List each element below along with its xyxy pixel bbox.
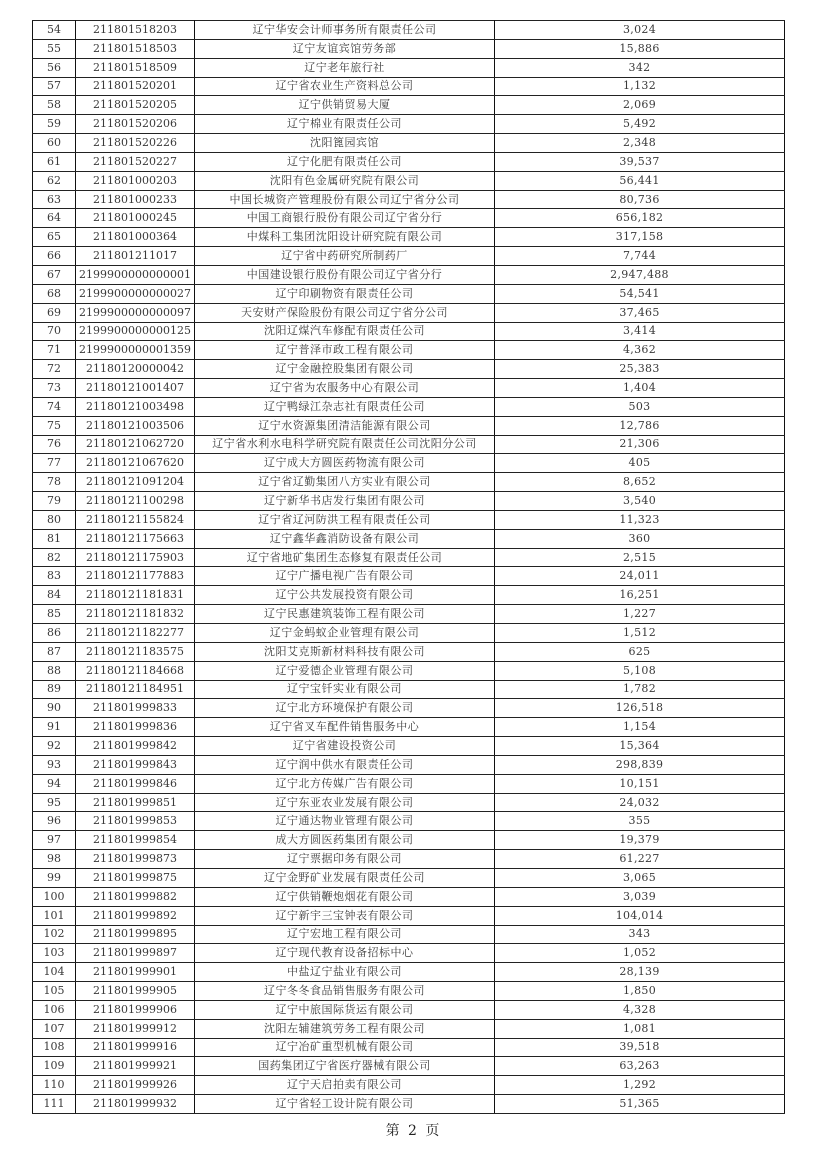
code-cell: 211801999842 (76, 737, 195, 756)
amount-cell: 625 (495, 642, 785, 661)
code-cell: 21180121181832 (76, 605, 195, 624)
company-name-cell: 辽宁省轻工设计院有限公司 (195, 1095, 495, 1114)
amount-cell: 405 (495, 454, 785, 473)
company-name-cell: 中国长城资产管理股份有限公司辽宁省分公司 (195, 190, 495, 209)
table-row (33, 510, 785, 529)
table-row (33, 1000, 785, 1019)
code-cell: 21180120000042 (76, 360, 195, 379)
company-name-cell: 沈阳有色金属研究院有限公司 (195, 171, 495, 190)
table-row (33, 586, 785, 605)
amount-cell: 5,492 (495, 115, 785, 134)
amount-cell: 12,786 (495, 416, 785, 435)
code-cell: 21180121182277 (76, 624, 195, 643)
amount-cell: 8,652 (495, 473, 785, 492)
row-number-cell: 91 (33, 718, 76, 737)
amount-cell: 15,886 (495, 39, 785, 58)
row-number-cell: 54 (33, 21, 76, 40)
amount-cell: 2,515 (495, 548, 785, 567)
table-row (33, 21, 785, 40)
row-number-cell: 97 (33, 831, 76, 850)
row-number-cell: 107 (33, 1019, 76, 1038)
row-number-cell: 106 (33, 1000, 76, 1019)
amount-cell: 1,132 (495, 77, 785, 96)
company-name-cell: 辽宁新宇三宝钟表有限公司 (195, 906, 495, 925)
row-number-cell: 101 (33, 906, 76, 925)
company-name-cell: 沈阳左辅建筑劳务工程有限公司 (195, 1019, 495, 1038)
company-name-cell: 成大方圆医药集团有限公司 (195, 831, 495, 850)
amount-cell: 355 (495, 812, 785, 831)
table-row (33, 435, 785, 454)
company-name-cell: 辽宁供销贸易大厦 (195, 96, 495, 115)
table-row (33, 77, 785, 96)
row-number-cell: 105 (33, 982, 76, 1001)
row-number-cell: 63 (33, 190, 76, 209)
row-number-cell: 82 (33, 548, 76, 567)
amount-cell: 16,251 (495, 586, 785, 605)
amount-cell: 503 (495, 397, 785, 416)
row-number-cell: 110 (33, 1076, 76, 1095)
table-row (33, 850, 785, 869)
company-name-cell: 中煤科工集团沈阳设计研究院有限公司 (195, 228, 495, 247)
amount-cell: 1,227 (495, 605, 785, 624)
amount-cell: 342 (495, 58, 785, 77)
code-cell: 21180121003498 (76, 397, 195, 416)
row-number-cell: 75 (33, 416, 76, 435)
table-row (33, 887, 785, 906)
amount-cell: 2,947,488 (495, 265, 785, 284)
amount-cell: 1,850 (495, 982, 785, 1001)
row-number-cell: 59 (33, 115, 76, 134)
amount-cell: 5,108 (495, 661, 785, 680)
code-cell: 21180121067620 (76, 454, 195, 473)
amount-cell: 4,362 (495, 341, 785, 360)
code-cell: 21180121091204 (76, 473, 195, 492)
amount-cell: 21,306 (495, 435, 785, 454)
code-cell: 2199900000000097 (76, 303, 195, 322)
code-cell: 2199900000001359 (76, 341, 195, 360)
row-number-cell: 95 (33, 793, 76, 812)
row-number-cell: 109 (33, 1057, 76, 1076)
amount-cell: 126,518 (495, 699, 785, 718)
code-cell: 211801999912 (76, 1019, 195, 1038)
company-name-cell: 辽宁金融控股集团有限公司 (195, 360, 495, 379)
row-number-cell: 58 (33, 96, 76, 115)
code-cell: 211801520226 (76, 134, 195, 153)
company-name-cell: 辽宁民惠建筑装饰工程有限公司 (195, 605, 495, 624)
table-row (33, 1019, 785, 1038)
row-number-cell: 66 (33, 247, 76, 266)
table-row (33, 1076, 785, 1095)
code-cell: 211801211017 (76, 247, 195, 266)
company-name-cell: 天安财产保险股份有限公司辽宁省分公司 (195, 303, 495, 322)
company-name-cell: 辽宁省建设投资公司 (195, 737, 495, 756)
amount-cell: 19,379 (495, 831, 785, 850)
row-number-cell: 80 (33, 510, 76, 529)
table-row (33, 567, 785, 586)
table-row (33, 454, 785, 473)
company-name-cell: 辽宁现代教育设备招标中心 (195, 944, 495, 963)
table-row (33, 379, 785, 398)
amount-cell: 24,011 (495, 567, 785, 586)
amount-cell: 11,323 (495, 510, 785, 529)
page-number: 第 2 页 (385, 1123, 442, 1139)
code-cell: 21180121062720 (76, 435, 195, 454)
table-row (33, 963, 785, 982)
code-cell: 21180121177883 (76, 567, 195, 586)
table-row (33, 925, 785, 944)
amount-cell: 317,158 (495, 228, 785, 247)
table-row (33, 209, 785, 228)
code-cell: 21180121003506 (76, 416, 195, 435)
row-number-cell: 57 (33, 77, 76, 96)
company-name-cell: 国药集团辽宁省医疗器械有限公司 (195, 1057, 495, 1076)
code-cell: 211801999932 (76, 1095, 195, 1114)
row-number-cell: 94 (33, 774, 76, 793)
amount-cell: 343 (495, 925, 785, 944)
table-row (33, 680, 785, 699)
row-number-cell: 92 (33, 737, 76, 756)
table-row (33, 171, 785, 190)
company-name-cell: 辽宁金蚂蚁企业管理有限公司 (195, 624, 495, 643)
code-cell: 211801520201 (76, 77, 195, 96)
table-row (33, 793, 785, 812)
row-number-cell: 56 (33, 58, 76, 77)
amount-cell: 39,537 (495, 152, 785, 171)
company-name-cell: 辽宁通达物业管理有限公司 (195, 812, 495, 831)
amount-cell: 104,014 (495, 906, 785, 925)
company-name-cell: 辽宁省为农服务中心有限公司 (195, 379, 495, 398)
amount-cell: 37,465 (495, 303, 785, 322)
table-row (33, 529, 785, 548)
amount-cell: 7,744 (495, 247, 785, 266)
table-row (33, 868, 785, 887)
table-body (33, 21, 785, 1114)
table-row (33, 228, 785, 247)
row-number-cell: 90 (33, 699, 76, 718)
table-row (33, 774, 785, 793)
code-cell: 21180121184668 (76, 661, 195, 680)
company-name-cell: 沈阳辽煤汽车修配有限责任公司 (195, 322, 495, 341)
row-number-cell: 69 (33, 303, 76, 322)
company-name-cell: 辽宁爱德企业管理有限公司 (195, 661, 495, 680)
code-cell: 211801999906 (76, 1000, 195, 1019)
row-number-cell: 99 (33, 868, 76, 887)
code-cell: 211801999905 (76, 982, 195, 1001)
table-row (33, 265, 785, 284)
table-row (33, 360, 785, 379)
code-cell: 2199900000000027 (76, 284, 195, 303)
company-name-cell: 辽宁棉业有限责任公司 (195, 115, 495, 134)
row-number-cell: 76 (33, 435, 76, 454)
table-row (33, 303, 785, 322)
code-cell: 211801999853 (76, 812, 195, 831)
amount-cell: 54,541 (495, 284, 785, 303)
amount-cell: 63,263 (495, 1057, 785, 1076)
row-number-cell: 70 (33, 322, 76, 341)
amount-cell: 3,065 (495, 868, 785, 887)
row-number-cell: 104 (33, 963, 76, 982)
code-cell: 211801999882 (76, 887, 195, 906)
company-name-cell: 辽宁化肥有限责任公司 (195, 152, 495, 171)
company-name-cell: 辽宁省地矿集团生态修复有限责任公司 (195, 548, 495, 567)
amount-cell: 1,512 (495, 624, 785, 643)
table-row (33, 699, 785, 718)
row-number-cell: 88 (33, 661, 76, 680)
row-number-cell: 103 (33, 944, 76, 963)
row-number-cell: 60 (33, 134, 76, 153)
row-number-cell: 74 (33, 397, 76, 416)
code-cell: 21180121001407 (76, 379, 195, 398)
code-cell: 21180121175903 (76, 548, 195, 567)
table-row (33, 718, 785, 737)
row-number-cell: 86 (33, 624, 76, 643)
company-name-cell: 辽宁宏地工程有限公司 (195, 925, 495, 944)
company-name-cell: 沈阳篦园宾馆 (195, 134, 495, 153)
code-cell: 21180121100298 (76, 492, 195, 511)
amount-cell: 51,365 (495, 1095, 785, 1114)
table-row (33, 58, 785, 77)
company-name-cell: 辽宁中旅国际货运有限公司 (195, 1000, 495, 1019)
amount-cell: 80,736 (495, 190, 785, 209)
amount-cell: 2,348 (495, 134, 785, 153)
company-name-cell: 辽宁冶矿重型机械有限公司 (195, 1038, 495, 1057)
company-name-cell: 辽宁印刷物资有限责任公司 (195, 284, 495, 303)
code-cell: 21180121175663 (76, 529, 195, 548)
code-cell: 211801999916 (76, 1038, 195, 1057)
row-number-cell: 81 (33, 529, 76, 548)
amount-cell: 15,364 (495, 737, 785, 756)
table-row (33, 341, 785, 360)
company-name-cell: 辽宁新华书店发行集团有限公司 (195, 492, 495, 511)
company-name-cell: 辽宁北方环境保护有限公司 (195, 699, 495, 718)
code-cell: 2199900000000001 (76, 265, 195, 284)
table-row (33, 115, 785, 134)
table-row (33, 737, 785, 756)
table-row (33, 1057, 785, 1076)
row-number-cell: 108 (33, 1038, 76, 1057)
amount-cell: 3,540 (495, 492, 785, 511)
company-name-cell: 辽宁票据印务有限公司 (195, 850, 495, 869)
company-name-cell: 辽宁水资源集团清洁能源有限公司 (195, 416, 495, 435)
code-cell: 211801999833 (76, 699, 195, 718)
company-name-cell: 辽宁省叉车配件销售服务中心 (195, 718, 495, 737)
table-row (33, 492, 785, 511)
code-cell: 211801999901 (76, 963, 195, 982)
amount-cell: 3,024 (495, 21, 785, 40)
company-name-cell: 辽宁鑫华鑫消防设备有限公司 (195, 529, 495, 548)
table-row (33, 152, 785, 171)
code-cell: 21180121183575 (76, 642, 195, 661)
amount-cell: 1,292 (495, 1076, 785, 1095)
company-name-cell: 中盐辽宁盐业有限公司 (195, 963, 495, 982)
amount-cell: 1,154 (495, 718, 785, 737)
table-row (33, 96, 785, 115)
table-row (33, 134, 785, 153)
amount-cell: 1,404 (495, 379, 785, 398)
row-number-cell: 84 (33, 586, 76, 605)
company-name-cell: 中国工商银行股份有限公司辽宁省分行 (195, 209, 495, 228)
company-name-cell: 辽宁润中供水有限责任公司 (195, 755, 495, 774)
amount-cell: 1,782 (495, 680, 785, 699)
code-cell: 211801518203 (76, 21, 195, 40)
amount-cell: 24,032 (495, 793, 785, 812)
code-cell: 211801999895 (76, 925, 195, 944)
row-number-cell: 72 (33, 360, 76, 379)
row-number-cell: 67 (33, 265, 76, 284)
code-cell: 211801999921 (76, 1057, 195, 1076)
table-row (33, 624, 785, 643)
row-number-cell: 93 (33, 755, 76, 774)
code-cell: 211801520205 (76, 96, 195, 115)
row-number-cell: 89 (33, 680, 76, 699)
row-number-cell: 100 (33, 887, 76, 906)
row-number-cell: 77 (33, 454, 76, 473)
table-row (33, 322, 785, 341)
amount-cell: 3,039 (495, 887, 785, 906)
table-row (33, 190, 785, 209)
row-number-cell: 79 (33, 492, 76, 511)
table-row (33, 1038, 785, 1057)
code-cell: 211801000233 (76, 190, 195, 209)
table-row (33, 1095, 785, 1114)
company-name-cell: 辽宁省中药研究所制药厂 (195, 247, 495, 266)
code-cell: 211801999836 (76, 718, 195, 737)
row-number-cell: 68 (33, 284, 76, 303)
table-row (33, 548, 785, 567)
code-cell: 211801000203 (76, 171, 195, 190)
amount-cell: 298,839 (495, 755, 785, 774)
code-cell: 21180121155824 (76, 510, 195, 529)
code-cell: 211801518503 (76, 39, 195, 58)
amount-cell: 360 (495, 529, 785, 548)
amount-cell: 4,328 (495, 1000, 785, 1019)
table-row (33, 831, 785, 850)
code-cell: 211801999851 (76, 793, 195, 812)
row-number-cell: 96 (33, 812, 76, 831)
company-name-cell: 辽宁省辽勤集团八方实业有限公司 (195, 473, 495, 492)
code-cell: 2199900000000125 (76, 322, 195, 341)
table-row (33, 397, 785, 416)
code-cell: 211801000364 (76, 228, 195, 247)
code-cell: 211801999926 (76, 1076, 195, 1095)
company-name-cell: 辽宁宝钎实业有限公司 (195, 680, 495, 699)
row-number-cell: 73 (33, 379, 76, 398)
company-name-cell: 辽宁普泽市政工程有限公司 (195, 341, 495, 360)
company-name-cell: 辽宁冬冬食品销售服务有限公司 (195, 982, 495, 1001)
company-name-cell: 辽宁省水利水电科学研究院有限责任公司沈阳分公司 (195, 435, 495, 454)
company-name-cell: 辽宁成大方圆医药物流有限公司 (195, 454, 495, 473)
row-number-cell: 102 (33, 925, 76, 944)
row-number-cell: 55 (33, 39, 76, 58)
table-row (33, 642, 785, 661)
data-table (32, 20, 785, 1114)
row-number-cell: 85 (33, 605, 76, 624)
company-name-cell: 辽宁公共发展投资有限公司 (195, 586, 495, 605)
amount-cell: 1,052 (495, 944, 785, 963)
company-name-cell: 辽宁老年旅行社 (195, 58, 495, 77)
code-cell: 211801999873 (76, 850, 195, 869)
row-number-cell: 78 (33, 473, 76, 492)
table-row (33, 416, 785, 435)
company-name-cell: 沈阳艾克斯新材料科技有限公司 (195, 642, 495, 661)
code-cell: 21180121184951 (76, 680, 195, 699)
amount-cell: 1,081 (495, 1019, 785, 1038)
row-number-cell: 71 (33, 341, 76, 360)
amount-cell: 2,069 (495, 96, 785, 115)
company-name-cell: 辽宁友谊宾馆劳务部 (195, 39, 495, 58)
company-name-cell: 辽宁金野矿业发展有限责任公司 (195, 868, 495, 887)
company-name-cell: 辽宁供销鞭炮烟花有限公司 (195, 887, 495, 906)
table-row (33, 605, 785, 624)
table-row (33, 284, 785, 303)
code-cell: 211801999843 (76, 755, 195, 774)
amount-cell: 39,518 (495, 1038, 785, 1057)
row-number-cell: 87 (33, 642, 76, 661)
code-cell: 21180121181831 (76, 586, 195, 605)
company-name-cell: 辽宁北方传媒广告有限公司 (195, 774, 495, 793)
row-number-cell: 111 (33, 1095, 76, 1114)
amount-cell: 28,139 (495, 963, 785, 982)
code-cell: 211801999846 (76, 774, 195, 793)
table-row (33, 661, 785, 680)
amount-cell: 10,151 (495, 774, 785, 793)
row-number-cell: 61 (33, 152, 76, 171)
code-cell: 211801520227 (76, 152, 195, 171)
row-number-cell: 83 (33, 567, 76, 586)
amount-cell: 61,227 (495, 850, 785, 869)
table-row (33, 473, 785, 492)
company-name-cell: 辽宁省辽河防洪工程有限责任公司 (195, 510, 495, 529)
row-number-cell: 64 (33, 209, 76, 228)
table-row (33, 906, 785, 925)
table-row (33, 944, 785, 963)
amount-cell: 25,383 (495, 360, 785, 379)
code-cell: 211801999854 (76, 831, 195, 850)
table-row (33, 755, 785, 774)
code-cell: 211801000245 (76, 209, 195, 228)
company-name-cell: 辽宁东亚农业发展有限公司 (195, 793, 495, 812)
code-cell: 211801999875 (76, 868, 195, 887)
amount-cell: 656,182 (495, 209, 785, 228)
company-name-cell: 辽宁广播电视广告有限公司 (195, 567, 495, 586)
company-name-cell: 辽宁省农业生产资料总公司 (195, 77, 495, 96)
code-cell: 211801520206 (76, 115, 195, 134)
code-cell: 211801518509 (76, 58, 195, 77)
document-sheet (32, 20, 784, 1114)
table-row (33, 39, 785, 58)
company-name-cell: 辽宁天启拍卖有限公司 (195, 1076, 495, 1095)
amount-cell: 56,441 (495, 171, 785, 190)
company-name-cell: 辽宁鸭绿江杂志社有限责任公司 (195, 397, 495, 416)
row-number-cell: 65 (33, 228, 76, 247)
code-cell: 211801999897 (76, 944, 195, 963)
company-name-cell: 辽宁华安会计师事务所有限责任公司 (195, 21, 495, 40)
row-number-cell: 98 (33, 850, 76, 869)
code-cell: 211801999892 (76, 906, 195, 925)
table-row (33, 812, 785, 831)
table-row (33, 247, 785, 266)
table-row (33, 982, 785, 1001)
company-name-cell: 中国建设银行股份有限公司辽宁省分行 (195, 265, 495, 284)
amount-cell: 3,414 (495, 322, 785, 341)
row-number-cell: 62 (33, 171, 76, 190)
